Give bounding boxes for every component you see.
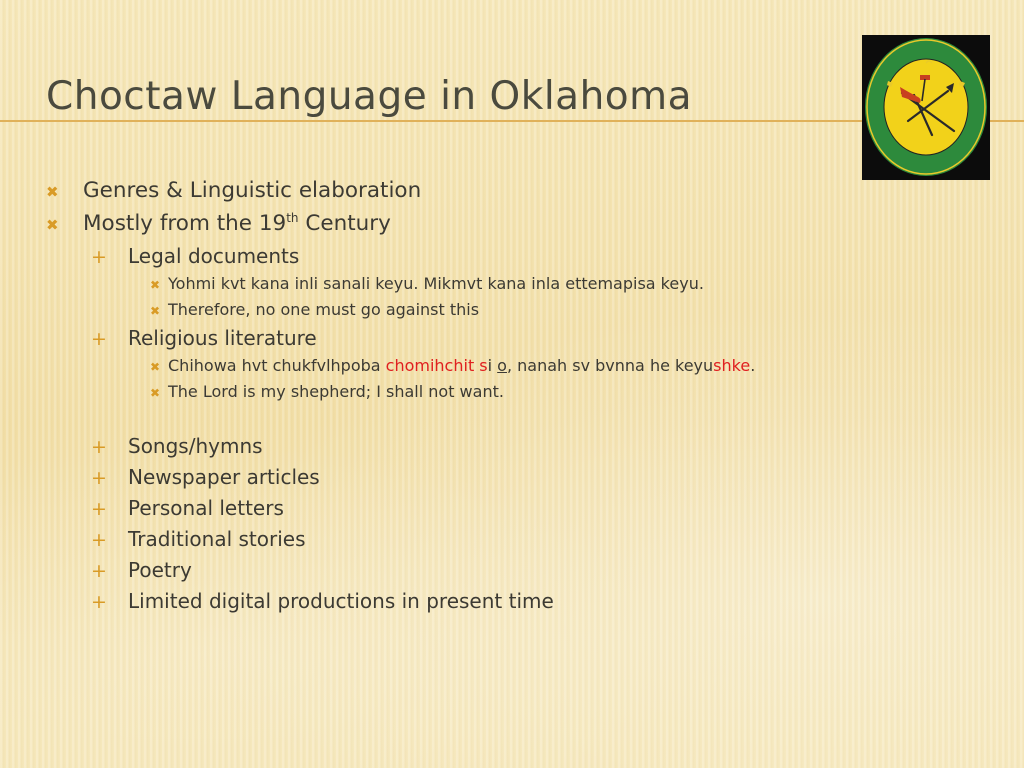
list-item — [91, 527, 306, 551]
list-item — [91, 244, 299, 268]
list-item — [150, 274, 704, 293]
list-item — [150, 382, 504, 401]
bullet-text: Newspaper articles — [128, 465, 320, 489]
list-item — [46, 178, 421, 203]
text-part: Chihowa hvt chukfvlhpoba — [168, 356, 386, 375]
text-part: , nanah sv bvnna he keyu — [506, 356, 714, 375]
seal-emblem-icon — [862, 35, 990, 180]
list-item — [91, 589, 554, 613]
bullet-text: The Lord is my shepherd; I shall not want. — [168, 382, 504, 401]
bullet-text: Yohmi kvt kana inli sanali keyu. Mikmvt kana inla ettemapisa keyu. — [168, 274, 704, 293]
bullet-text: Legal documents — [128, 244, 300, 268]
text-part: . — [750, 356, 756, 375]
bullet-text: Genres & Linguistic elaboration — [83, 178, 422, 203]
list-item — [91, 434, 263, 458]
superscript: th — [286, 210, 299, 225]
choctaw-seal-logo — [862, 35, 990, 180]
bullet-text: Limited digital productions in present time — [128, 589, 554, 613]
bullet-text: Therefore, no one must go against this — [168, 300, 480, 319]
x-bullet-icon: ✖ — [150, 278, 161, 292]
plus-bullet-icon: + — [91, 498, 107, 520]
highlighted-text: chomihchit s — [385, 356, 488, 375]
plus-bullet-icon: + — [91, 328, 107, 350]
plus-bullet-icon: + — [91, 246, 107, 268]
slide-title: Choctaw Language in Oklahoma — [46, 74, 693, 119]
x-bullet-icon: ✖ — [150, 386, 161, 400]
list-item — [46, 211, 391, 236]
bullet-text: Traditional stories — [128, 527, 306, 551]
x-bullet-icon: ✖ — [46, 183, 59, 201]
list-item — [91, 465, 320, 489]
plus-bullet-icon: + — [91, 436, 107, 458]
x-bullet-icon: ✖ — [150, 304, 161, 318]
plus-bullet-icon: + — [91, 591, 107, 613]
list-item — [91, 326, 317, 350]
bullet-text — [168, 356, 755, 375]
list-item — [150, 356, 755, 375]
plus-bullet-icon: + — [91, 529, 107, 551]
plus-bullet-icon: + — [91, 467, 107, 489]
list-item — [91, 558, 192, 582]
underlined-text: o — [497, 356, 507, 375]
bullet-text: Poetry — [128, 558, 192, 582]
bullet-text-part: Century — [298, 211, 391, 236]
bullet-text — [83, 211, 391, 236]
text-part: i — [487, 356, 498, 375]
bullet-text: Personal letters — [128, 496, 284, 520]
highlighted-text: shke — [713, 356, 751, 375]
x-bullet-icon: ✖ — [150, 360, 161, 374]
list-item — [91, 496, 284, 520]
bullet-text-part: Mostly from the 19 — [83, 211, 287, 236]
list-item — [150, 300, 479, 319]
x-bullet-icon: ✖ — [46, 216, 59, 234]
plus-bullet-icon: + — [91, 560, 107, 582]
bullet-text: Songs/hymns — [128, 434, 263, 458]
bullet-text: Religious literature — [128, 326, 317, 350]
